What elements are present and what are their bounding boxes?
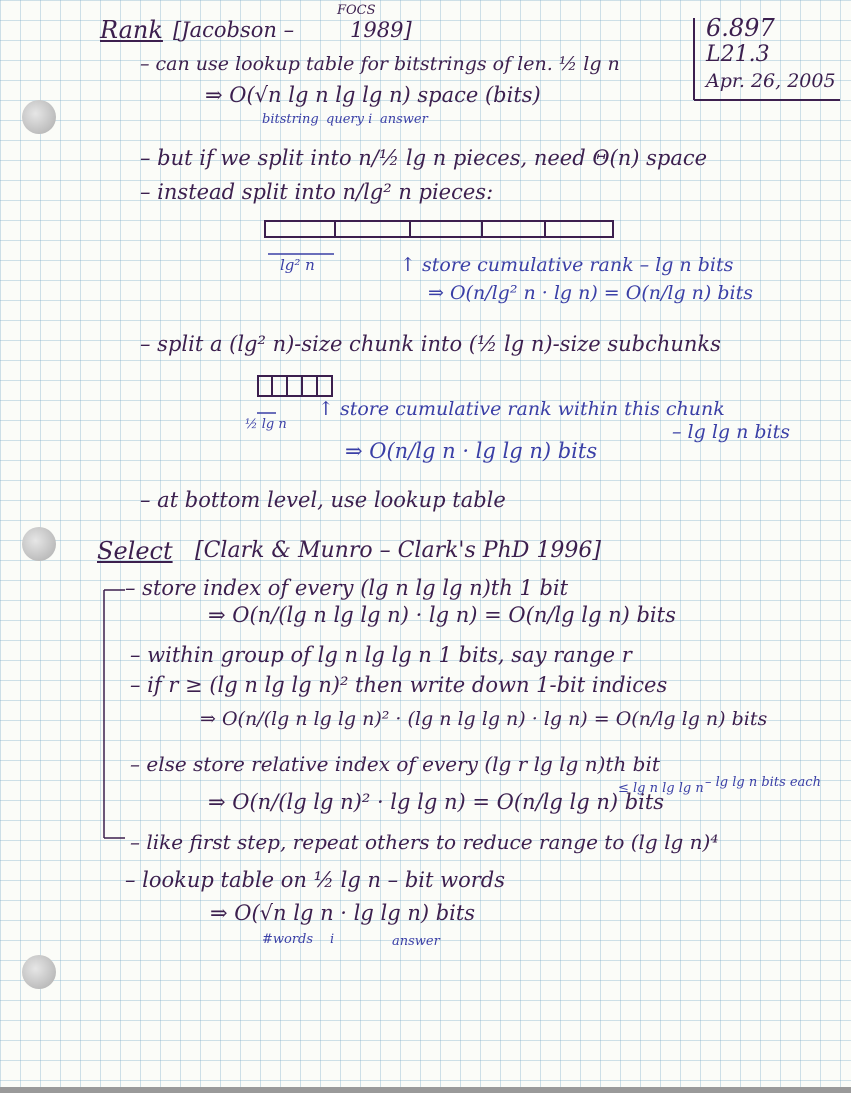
select-annot-answer: answer (392, 934, 440, 949)
store-rank-within-chunk-equation: ⇒ O(n/lg n · lg lg n) bits (345, 439, 598, 463)
select-annot-words: #words (262, 932, 314, 947)
subchunk-size-label: ½ lg n (245, 417, 287, 432)
scan-edge (0, 1087, 851, 1093)
select-line-4: – else store relative index of every (lg r lg lg n)th bit (130, 752, 660, 776)
rank-line-5: – split a (lg² n)-size chunk into (½ lg n)-size subchunks (140, 332, 721, 356)
rank-annot-query: query i (326, 112, 373, 127)
lecture-date: Apr. 26, 2005 (706, 70, 836, 92)
course-number: 6.897 (706, 14, 775, 42)
select-line-4-range: ≤ lg n lg lg n (618, 781, 704, 796)
select-line-6-equation: ⇒ O(√n lg n · lg lg n) bits (210, 901, 476, 925)
select-line-5: – like first step, repeat others to reduce range to (lg lg n)⁴ (130, 830, 719, 854)
select-line-2: – within group of lg n lg lg n 1 bits, say range r (130, 643, 632, 667)
select-annot-i: i (330, 932, 335, 947)
rank-line-1: – can use lookup table for bitstrings of len. ½ lg n (140, 53, 620, 75)
select-line-1-equation: ⇒ O(n/(lg n lg lg n) · lg n) = O(n/lg lg n) bits (208, 603, 676, 627)
store-cumulative-rank-equation: ⇒ O(n/lg² n · lg n) = O(n/lg n) bits (428, 282, 753, 304)
focs-label: FOCS (337, 3, 376, 18)
select-heading: Select (97, 537, 173, 565)
rank-annot-bitstring: bitstring (262, 112, 319, 127)
rank-heading: Rank (100, 16, 163, 44)
rank-line-2: ⇒ O(√n lg n lg lg n) space (bits) (205, 83, 541, 107)
chunk-size-label: lg² n (280, 256, 315, 274)
select-line-3: – if r ≥ (lg n lg lg n)² then write down 1-bit indices (130, 673, 668, 697)
store-rank-within-chunk-bits: – lg lg n bits (672, 421, 790, 443)
rank-annot-answer: answer (380, 112, 428, 127)
store-rank-within-chunk: ↑ store cumulative rank within this chunk (318, 398, 725, 420)
select-line-3-equation: ⇒ O(n/(lg n lg lg n)² · (lg n lg lg n) · lg n) = O(n/lg lg n) bits (200, 708, 768, 730)
rank-line-6: – at bottom level, use lookup table (140, 488, 506, 512)
rank-line-3: – but if we split into n/½ lg n pieces, need Θ(n) space (140, 146, 708, 170)
store-cumulative-rank: ↑ store cumulative rank – lg n bits (400, 254, 734, 276)
lecture-number: L21.3 (706, 42, 770, 67)
select-line-4-equation: ⇒ O(n/(lg lg n)² · lg lg n) = O(n/lg lg n) bits (208, 790, 665, 814)
select-line-1: – store index of every (lg n lg lg n)th 1 bit (125, 576, 569, 600)
rank-line-4: – instead split into n/lg² n pieces: (140, 180, 494, 204)
select-line-6: – lookup table on ½ lg n – bit words (125, 868, 505, 892)
select-line-4-bits-each: – lg lg n bits each (705, 775, 821, 790)
rank-reference-year: 1989] (350, 18, 412, 42)
select-reference: [Clark & Munro – Clark's PhD 1996] (195, 538, 601, 563)
rank-reference: [Jacobson – (173, 18, 295, 42)
